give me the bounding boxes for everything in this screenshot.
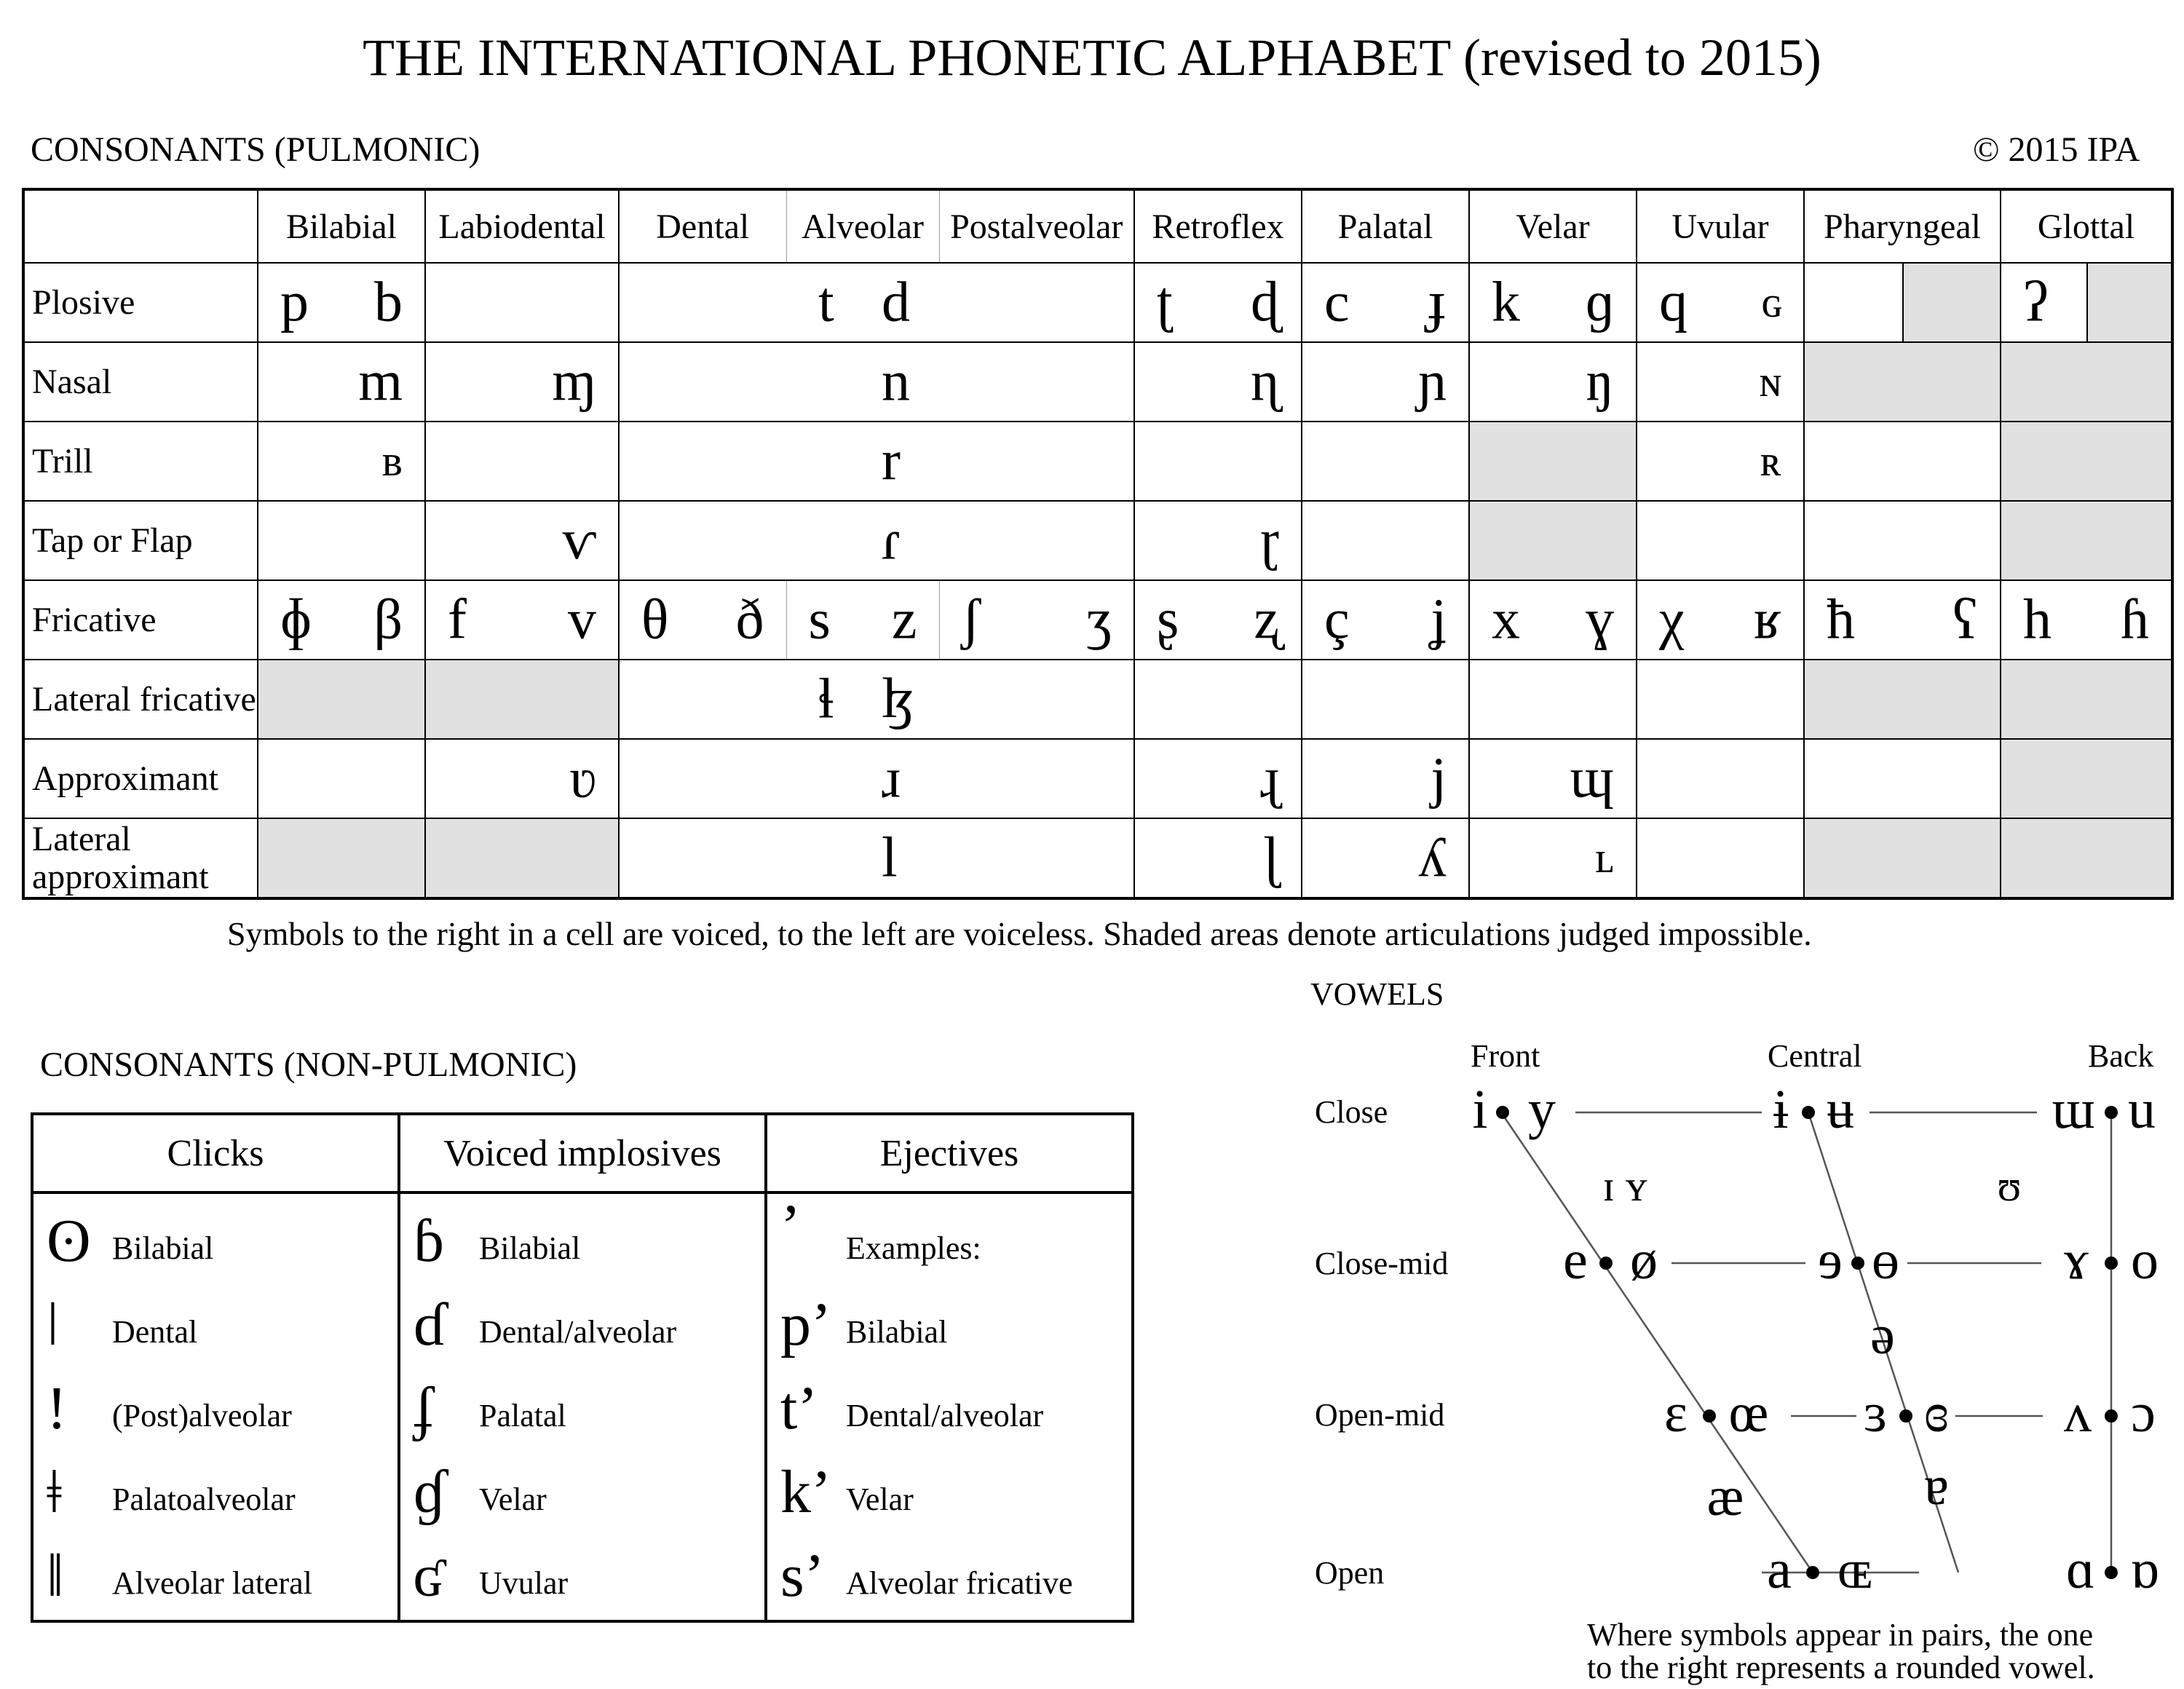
cell-plosive-bilabial [258, 263, 425, 342]
col-uvular: Uvular [1637, 189, 1804, 263]
cell-fricative-dental [619, 580, 786, 660]
symbol: ɻ [1260, 745, 1279, 809]
vowel-symbol: ɤ [2064, 1230, 2089, 1292]
symbol: ʔ [2023, 269, 2049, 333]
implosive-label: Palatal [479, 1398, 566, 1433]
vowel-symbol: ɛ [1664, 1383, 1688, 1444]
symbol: ɬ [818, 665, 834, 729]
symbol: ç [1324, 586, 1350, 650]
cell-nasal-bilabial [258, 342, 425, 422]
vowel-dot [1703, 1409, 1716, 1423]
symbol: ʒ [1086, 586, 1112, 650]
vowel-dot [2105, 1566, 2118, 1579]
cell-trill-uvular [1637, 422, 1804, 501]
implosive-symbol: ʄ [414, 1374, 434, 1442]
ejective-label: Examples: [846, 1230, 981, 1266]
cell-fricative-bilabial [258, 580, 425, 660]
vowel-symbol: ʌ [2064, 1383, 2092, 1444]
vowel-symbol: i [1472, 1079, 1488, 1141]
cell-plosive-palatal [1302, 263, 1469, 342]
symbol: ʙ [381, 436, 403, 485]
cell-nasal-labiodental [425, 342, 619, 422]
list-item [767, 1452, 1131, 1536]
cell-trill-velar-shaded [1469, 422, 1637, 501]
implosive-label: Bilabial [479, 1230, 581, 1266]
ejective-label: Velar [846, 1482, 914, 1517]
symbol: q [1659, 269, 1688, 333]
symbol: ⱱ [562, 507, 596, 571]
vowel-symbol: ɶ [1837, 1539, 1872, 1601]
cell-latfric-glottal-shaded [2001, 660, 2172, 739]
symbol: r [882, 427, 901, 491]
symbol: ɽ [1260, 507, 1279, 571]
vowel-symbol: ɞ [1924, 1383, 1949, 1444]
list-item [767, 1369, 1131, 1452]
symbol: ʈ [1157, 269, 1173, 333]
cell-tap-labiodental [425, 501, 619, 580]
symbol: l [882, 824, 898, 888]
symbol: ɲ [1418, 348, 1447, 412]
vowel-dot [1851, 1257, 1864, 1270]
symbol: p [280, 269, 309, 333]
cell-latapprox-palatal [1302, 818, 1469, 898]
col-alveolar: Alveolar [786, 189, 939, 263]
row-lateral-approximant [23, 818, 2172, 898]
cell-tap-velar-shaded [1469, 501, 1637, 580]
vowel-symbol: ɨ [1773, 1079, 1789, 1141]
clicks-column [32, 1192, 399, 1621]
row-approximant [23, 739, 2172, 818]
row-lateral-fricative [23, 660, 2172, 739]
cell-fricative-labiodental [425, 580, 619, 660]
list-item [400, 1285, 764, 1369]
vowel-dot [1496, 1106, 1509, 1119]
row-trill [23, 422, 2172, 501]
symbol: ð [735, 586, 764, 650]
cell-latapprox-pharyngeal-shaded [1804, 818, 2001, 898]
cell-latapprox-glottal-shaded [2001, 818, 2172, 898]
cell-latapprox-uvular [1637, 818, 1804, 898]
symbol: ʂ [1157, 586, 1179, 650]
cell-nasal-retroflex [1134, 342, 1302, 422]
cell-trill-labiodental [425, 422, 619, 501]
vowel-symbol: ɒ [2130, 1539, 2159, 1601]
vowel-symbol: a [1767, 1539, 1792, 1601]
vowel-symbol: ə [1870, 1305, 1895, 1366]
click-label: Palatoalveolar [112, 1482, 296, 1517]
cell-latfric-labiodental-shaded [425, 660, 619, 739]
pulmonic-heading: CONSONANTS (PULMONIC) [31, 130, 480, 169]
cell-fricative-retroflex [1134, 580, 1302, 660]
vowel-symbol: o [2131, 1230, 2159, 1292]
list-item [33, 1369, 397, 1452]
cell-plosive-labiodental [425, 263, 619, 342]
cell-latfric-bilabial-shaded [258, 660, 425, 739]
cell-tap-pharyngeal [1804, 501, 2001, 580]
symbol: s [808, 586, 831, 650]
cell-approx-uvular [1637, 739, 1804, 818]
vowel-dot [1802, 1106, 1815, 1119]
list-item [400, 1452, 764, 1536]
list-item [33, 1201, 397, 1285]
click-symbol: ǃ [47, 1374, 67, 1442]
implosives-column [399, 1192, 766, 1621]
cell-plosive-velar [1469, 263, 1637, 342]
cell-latapprox-bilabial-shaded [258, 818, 425, 898]
implosive-symbol: ɓ [414, 1207, 444, 1275]
vowel-symbol: ʉ [1827, 1079, 1854, 1141]
cell-plosive-glottal [2001, 263, 2172, 342]
cell-approx-glottal-shaded [2001, 739, 2172, 818]
click-symbol: ǂ [47, 1458, 62, 1526]
pulmonic-table [22, 188, 2174, 900]
vowel-symbol: ɘ [1818, 1230, 1843, 1292]
vowel-dot [2105, 1409, 2118, 1423]
symbol: b [374, 269, 403, 333]
cell-approx-bilabial [258, 739, 425, 818]
cell-approx-dental-alveolar-postalveolar [619, 739, 1134, 818]
symbol: ʃ [961, 586, 981, 650]
ejective-label: Alveolar fricative [846, 1565, 1073, 1601]
cell-tap-uvular [1637, 501, 1804, 580]
vowel-note-line2: to the right represents a rounded vowel. [1587, 1650, 2095, 1685]
cell-latfric-retroflex [1134, 660, 1302, 739]
cell-trill-bilabial [258, 422, 425, 501]
row-label-plosive: Plosive [23, 263, 258, 342]
symbol: ʕ [1952, 586, 1978, 650]
vowel-dot [2105, 1257, 2118, 1270]
pulmonic-note: Symbols to the right in a cell are voiced, to the left are voiceless. Shaded areas denote articulations judged impossible. [227, 915, 1812, 952]
vowel-symbol: ɯ [2052, 1079, 2095, 1141]
click-symbol: ǁ [47, 1542, 64, 1610]
vowel-symbol: æ [1706, 1466, 1744, 1528]
symbol: ɖ [1251, 269, 1279, 333]
nonpulmonic-table [31, 1112, 1134, 1623]
page-title: THE INTERNATIONAL PHONETIC ALPHABET (revised to 2015) [363, 28, 1821, 87]
cell-latfric-dental-alveolar-postalveolar [619, 660, 1134, 739]
symbol: β [373, 586, 403, 650]
click-label: Alveolar lateral [112, 1565, 312, 1601]
cell-plosive-pharyngeal [1804, 263, 2001, 342]
vowel-col-back: Back [2088, 1038, 2154, 1074]
list-item [33, 1285, 397, 1369]
list-item [767, 1285, 1131, 1369]
symbol: ɸ [280, 586, 312, 650]
cell-latapprox-velar [1469, 818, 1637, 898]
vowel-symbol: ɐ [1924, 1455, 1949, 1517]
vowel-dot [1899, 1409, 1912, 1423]
col-pharyngeal: Pharyngeal [1804, 189, 2001, 263]
cell-nasal-palatal [1302, 342, 1469, 422]
header-voiced-implosives: Voiced implosives [399, 1114, 766, 1192]
symbol: ɭ [1263, 824, 1279, 888]
vowel-note-line1: Where symbols appear in pairs, the one [1587, 1617, 2094, 1653]
implosive-label: Uvular [479, 1565, 569, 1601]
cell-fricative-pharyngeal [1804, 580, 2001, 660]
row-label-nasal: Nasal [23, 342, 258, 422]
click-label: (Post)alveolar [112, 1398, 292, 1433]
cell-nasal-dental-alveolar-postalveolar [619, 342, 1134, 422]
col-bilabial: Bilabial [258, 189, 425, 263]
col-postalveolar: Postalveolar [939, 189, 1134, 263]
symbol: ɰ [1570, 745, 1614, 809]
cell-fricative-glottal [2001, 580, 2172, 660]
cell-latapprox-labiodental-shaded [425, 818, 619, 898]
row-label-approximant: Approximant [23, 739, 258, 818]
cell-approx-velar [1469, 739, 1637, 818]
cell-fricative-alveolar [786, 580, 939, 660]
col-dental: Dental [619, 189, 786, 263]
ejective-label: Dental/alveolar [846, 1398, 1044, 1433]
shaded-area [1902, 264, 2000, 341]
symbol: t [818, 269, 834, 333]
cell-approx-retroflex [1134, 739, 1302, 818]
cell-nasal-velar [1469, 342, 1637, 422]
vowel-symbol: ɔ [2131, 1383, 2156, 1444]
implosive-label: Dental/alveolar [479, 1314, 677, 1350]
row-label-trill: Trill [23, 422, 258, 501]
cell-latfric-uvular [1637, 660, 1804, 739]
height-open: Open [1315, 1555, 1385, 1591]
row-label-tap: Tap or Flap [23, 501, 258, 580]
vowel-dot [1806, 1566, 1819, 1579]
symbol: ʋ [569, 745, 596, 809]
cell-approx-labiodental [425, 739, 619, 818]
list-item [33, 1536, 397, 1620]
ejective-symbol: sʼ [780, 1542, 825, 1610]
col-velar: Velar [1469, 189, 1637, 263]
cell-latfric-palatal [1302, 660, 1469, 739]
cell-tap-retroflex [1134, 501, 1302, 580]
height-open-mid: Open-mid [1315, 1397, 1445, 1433]
symbol: m [358, 348, 403, 412]
symbol: k [1492, 269, 1520, 333]
symbol: χ [1659, 586, 1685, 650]
vowel-col-central: Central [1768, 1038, 1862, 1074]
cell-fricative-palatal [1302, 580, 1469, 660]
vowel-symbol: u [2128, 1079, 2156, 1141]
vowel-symbol: ɪ ʏ [1602, 1162, 1647, 1210]
list-item [400, 1369, 764, 1452]
symbol: ʐ [1254, 586, 1279, 650]
symbol: ʁ [1753, 586, 1781, 650]
symbol: n [882, 348, 910, 412]
vowel-symbol: ø [1630, 1230, 1658, 1292]
cell-trill-retroflex [1134, 422, 1302, 501]
cell-tap-bilabial [258, 501, 425, 580]
ejective-symbol: ʼ [780, 1192, 801, 1260]
vowel-dot [2105, 1106, 2118, 1119]
header-ejectives: Ejectives [766, 1114, 1133, 1192]
col-palatal: Palatal [1302, 189, 1469, 263]
cell-fricative-velar [1469, 580, 1637, 660]
symbol: d [882, 269, 910, 333]
cell-approx-palatal [1302, 739, 1469, 818]
symbol: x [1492, 586, 1520, 650]
symbol: ŋ [1586, 348, 1614, 412]
corner-cell [23, 189, 258, 263]
symbol: ɾ [882, 507, 901, 571]
cell-plosive-dental-alveolar-postalveolar [619, 263, 1134, 342]
ejective-symbol: tʼ [780, 1374, 818, 1442]
list-item [33, 1452, 397, 1536]
col-glottal: Glottal [2001, 189, 2172, 263]
header-clicks: Clicks [32, 1114, 399, 1192]
vowel-symbol: ɜ [1864, 1383, 1887, 1444]
cell-trill-pharyngeal [1804, 422, 2001, 501]
cell-tap-palatal [1302, 501, 1469, 580]
list-item [400, 1201, 764, 1285]
row-nasal [23, 342, 2172, 422]
row-fricative [23, 580, 2172, 660]
symbol: c [1324, 269, 1350, 333]
cell-trill-palatal [1302, 422, 1469, 501]
row-label-lateral-fricative: Lateral fricative [23, 660, 258, 739]
cell-tap-dental-alveolar-postalveolar [619, 501, 1134, 580]
cell-latfric-velar [1469, 660, 1637, 739]
list-item [767, 1536, 1131, 1620]
cell-approx-pharyngeal [1804, 739, 2001, 818]
cell-tap-glottal-shaded [2001, 501, 2172, 580]
ejective-label: Bilabial [846, 1314, 948, 1350]
cell-latapprox-dental-alveolar-postalveolar [619, 818, 1134, 898]
cell-nasal-uvular [1637, 342, 1804, 422]
implosive-symbol: ɠ [414, 1458, 444, 1526]
col-retroflex: Retroflex [1134, 189, 1302, 263]
vowel-col-front: Front [1471, 1038, 1540, 1074]
symbol: ɮ [882, 665, 915, 729]
cell-nasal-glottal-shaded [2001, 342, 2172, 422]
symbol: ɣ [1586, 586, 1614, 650]
symbol: ɟ [1428, 269, 1447, 333]
symbol: ɡ [1586, 269, 1614, 333]
cell-nasal-pharyngeal-shaded [1804, 342, 2001, 422]
shaded-area [2086, 264, 2172, 341]
height-close-mid: Close-mid [1315, 1246, 1449, 1281]
symbol: ɴ [1760, 357, 1781, 406]
row-label-fricative: Fricative [23, 580, 258, 660]
cell-latfric-pharyngeal-shaded [1804, 660, 2001, 739]
symbol: v [568, 586, 596, 650]
cell-fricative-uvular [1637, 580, 1804, 660]
cell-fricative-postalveolar [939, 580, 1134, 660]
symbol: h [2023, 586, 2052, 650]
implosive-label: Velar [479, 1482, 547, 1517]
vowel-dot [1599, 1257, 1613, 1270]
row-tap [23, 501, 2172, 580]
vowel-symbol: ɵ [1872, 1230, 1899, 1292]
implosive-symbol: ʛ [414, 1542, 442, 1610]
symbol: ɢ [1761, 277, 1781, 326]
symbol: ʟ [1595, 833, 1614, 882]
symbol: f [448, 586, 467, 650]
copyright: © 2015 IPA [1973, 130, 2140, 169]
symbol: ɦ [2121, 586, 2149, 650]
symbol: ħ [1827, 586, 1855, 650]
symbol: ɳ [1251, 348, 1279, 412]
ejective-symbol: pʼ [780, 1291, 831, 1358]
click-symbol: ʘ [47, 1207, 91, 1275]
cell-plosive-uvular [1637, 263, 1804, 342]
vowel-symbol: y [1528, 1079, 1556, 1141]
nonpulmonic-heading: CONSONANTS (NON-PULMONIC) [40, 1045, 577, 1084]
symbol: ʀ [1760, 436, 1781, 485]
click-label: Dental [112, 1314, 198, 1350]
vowel-symbol: œ [1728, 1383, 1769, 1444]
cell-latapprox-retroflex [1134, 818, 1302, 898]
implosive-symbol: ɗ [414, 1291, 444, 1358]
row-plosive [23, 263, 2172, 342]
symbol: ʝ [1431, 586, 1447, 650]
list-item [400, 1536, 764, 1620]
symbol: ʎ [1418, 824, 1447, 888]
click-label: Bilabial [112, 1230, 214, 1266]
row-label-lateral-approximant: Lateral approximant [23, 818, 258, 898]
vowel-symbol: ɑ [2066, 1539, 2095, 1601]
symbol: θ [641, 586, 669, 650]
symbol: ɹ [882, 745, 901, 809]
cell-plosive-retroflex [1134, 263, 1302, 342]
vowels-heading: VOWELS [1310, 976, 1444, 1012]
cell-trill-glottal-shaded [2001, 422, 2172, 501]
ejectives-column [766, 1192, 1133, 1621]
cell-trill-dental-alveolar-postalveolar [619, 422, 1134, 501]
symbol: ɱ [552, 348, 596, 412]
click-symbol: ǀ [47, 1291, 59, 1358]
vowel-symbol: e [1563, 1230, 1588, 1292]
ejective-symbol: kʼ [780, 1458, 831, 1526]
col-labiodental: Labiodental [425, 189, 619, 263]
height-close: Close [1315, 1094, 1388, 1130]
symbol: z [891, 586, 917, 650]
vowel-symbol: ʊ [1997, 1162, 2022, 1210]
list-item [767, 1192, 1131, 1285]
symbol: j [1431, 745, 1447, 809]
